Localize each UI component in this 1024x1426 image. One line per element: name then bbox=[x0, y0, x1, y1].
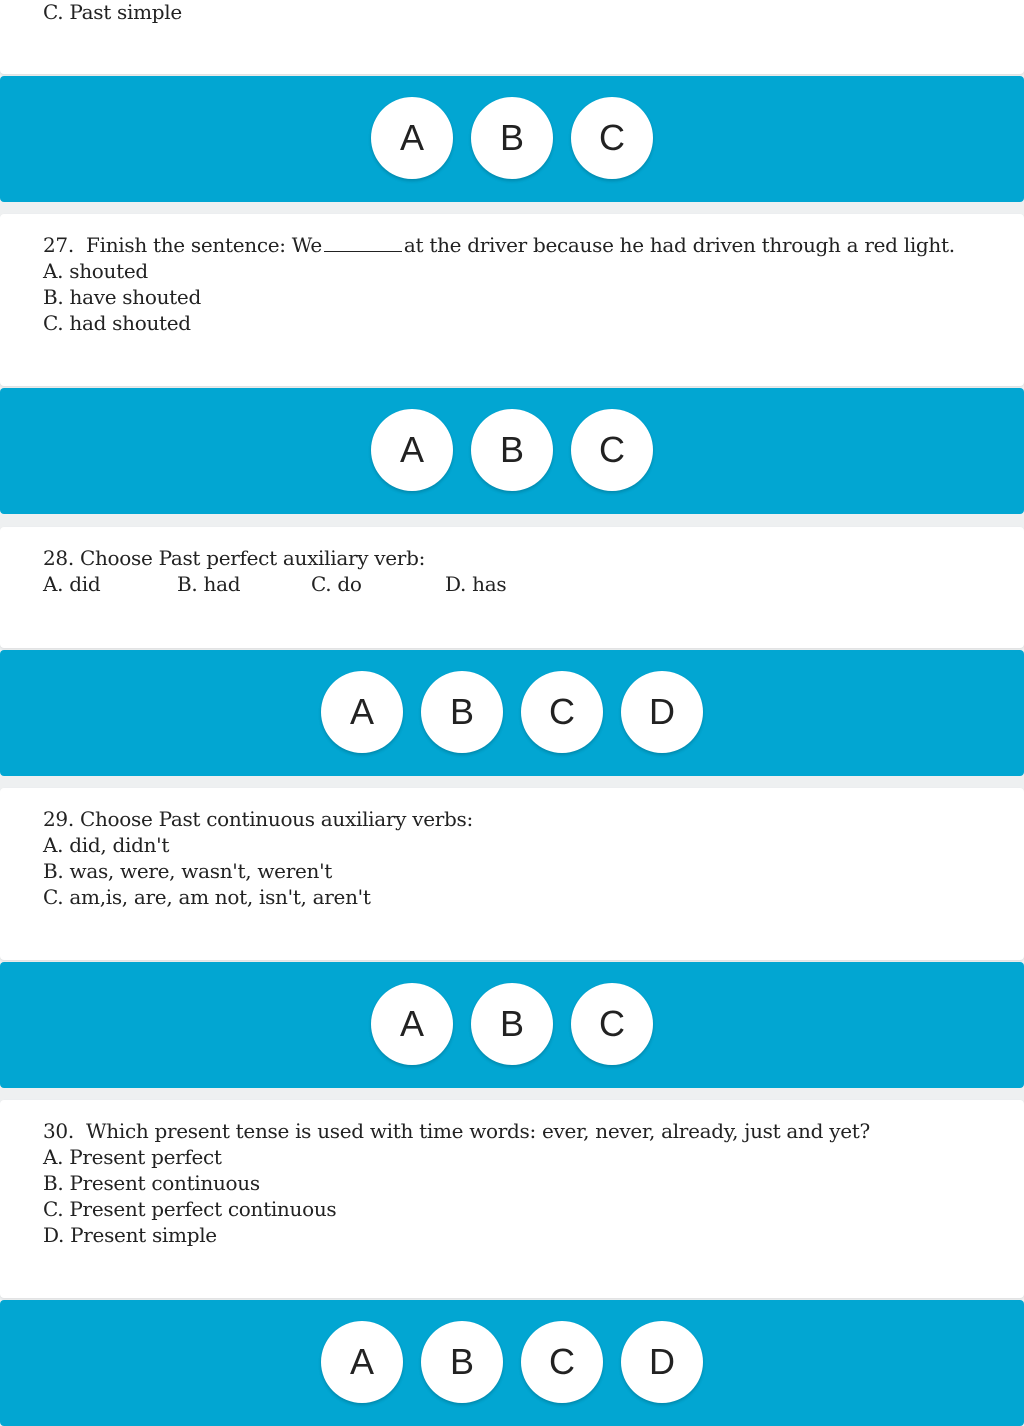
question-text: 27. Finish the sentence: We at the driver because he had driven through a red light. bbox=[43, 233, 955, 257]
option-c: C. do bbox=[311, 572, 362, 596]
option-b: B. had bbox=[177, 572, 241, 596]
option-c: C. had shouted bbox=[43, 311, 191, 335]
question-card-30 bbox=[0, 1100, 1024, 1298]
option-a: A. did bbox=[43, 572, 101, 596]
answer-b-button[interactable]: B bbox=[471, 97, 553, 179]
answer-c-button[interactable]: C bbox=[521, 1321, 603, 1403]
answer-a-button[interactable]: A bbox=[321, 1321, 403, 1403]
option-a: A. Present perfect bbox=[43, 1145, 222, 1169]
option-b: B. Present continuous bbox=[43, 1171, 260, 1195]
answer-b-button[interactable]: B bbox=[421, 671, 503, 753]
option-a: A. did, didn't bbox=[43, 833, 170, 857]
option-c: C. Present perfect continuous bbox=[43, 1197, 337, 1221]
answer-c-button[interactable]: C bbox=[571, 97, 653, 179]
answer-b-button[interactable]: B bbox=[421, 1321, 503, 1403]
answer-b-button[interactable]: B bbox=[471, 409, 553, 491]
answer-c-button[interactable]: C bbox=[571, 983, 653, 1065]
question-text: 28. Choose Past perfect auxiliary verb: bbox=[43, 546, 426, 570]
answer-bar-27 bbox=[0, 388, 1024, 514]
question-card-26 bbox=[0, 0, 1024, 74]
answer-a-button[interactable]: A bbox=[371, 97, 453, 179]
option-a: A. shouted bbox=[43, 259, 148, 283]
question-card-28 bbox=[0, 527, 1024, 648]
option-c: C. am,is, are, am not, isn't, aren't bbox=[43, 885, 371, 909]
answer-a-button[interactable]: A bbox=[321, 671, 403, 753]
answer-a-button[interactable]: A bbox=[371, 983, 453, 1065]
option-b: B. was, were, wasn't, weren't bbox=[43, 859, 333, 883]
answer-b-button[interactable]: B bbox=[471, 983, 553, 1065]
question-card-27 bbox=[0, 214, 1024, 386]
answer-bar-30 bbox=[0, 1300, 1024, 1426]
question-text: 30. Which present tense is used with time words: ever, never, already, just and yet? bbox=[43, 1119, 870, 1143]
answer-d-button[interactable]: D bbox=[621, 1321, 703, 1403]
option-b: B. have shouted bbox=[43, 285, 201, 309]
answer-bar-28 bbox=[0, 650, 1024, 776]
answer-d-button[interactable]: D bbox=[621, 671, 703, 753]
question-card-29 bbox=[0, 788, 1024, 960]
answer-blank bbox=[324, 233, 402, 252]
answer-bar-29 bbox=[0, 962, 1024, 1088]
answer-bar-26 bbox=[0, 76, 1024, 202]
question-text: 29. Choose Past continuous auxiliary verbs: bbox=[43, 807, 473, 831]
answer-c-button[interactable]: C bbox=[571, 409, 653, 491]
option-d: D. Present simple bbox=[43, 1223, 217, 1247]
answer-c-button[interactable]: C bbox=[521, 671, 603, 753]
option-d: D. has bbox=[445, 572, 507, 596]
options-row bbox=[43, 571, 507, 597]
option-text: C. Past simple bbox=[43, 0, 182, 24]
answer-a-button[interactable]: A bbox=[371, 409, 453, 491]
